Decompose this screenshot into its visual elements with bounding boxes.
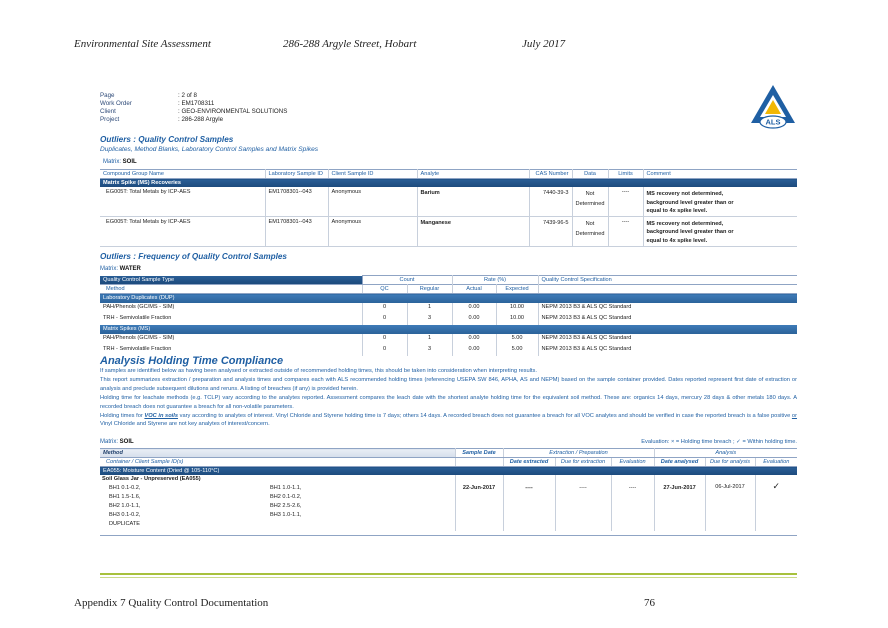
col-header: Due for analysis [705,458,755,467]
col-header: Limits [608,170,643,179]
para-text: vary according to analytes of interest. Vinyl Chloride and Styrene holding time is 7 days; others 14 days. A recorded breach does not guarantee a breach for all VOC analytes and should be verified in case the reported breach is a false positive [178,412,792,419]
sample-id: BH2 1.0-1.1, [109,503,141,509]
meta-value: : 2 of 8 [178,92,197,99]
doc-title: Environmental Site Assessment [74,38,211,50]
cell-qc: 0 [362,314,407,325]
cell-spec: NEPM 2013 B3 & ALS QC Standard [541,315,632,321]
or-emphasis: or [791,412,797,419]
cell-date-extracted: ---- [503,475,555,531]
page-number: 76 [644,597,655,609]
comment-line: background level greater than or [646,199,734,206]
holding-title: Analysis Holding Time Compliance [100,355,284,367]
meta-row [100,116,360,124]
sample-id-col [270,484,301,529]
table-row [100,187,797,216]
cell-group: EG005T: Total Metals by ICP-AES [100,216,265,246]
cell-actual: 0.00 [452,303,496,314]
meta-label: Project [100,116,120,123]
para-text: Vinyl Chloride and Styrene are not key analytes of interest/concern. [100,421,270,428]
cell-cas: 7439-96-5 [529,216,572,246]
cell-actual: 0.00 [452,334,496,345]
footer-rule-bottom [100,577,797,578]
col-header: Laboratory Sample ID [265,170,328,179]
cell-spec: NEPM 2013 B3 & ALS QC Standard [541,346,632,352]
cell-regular: 1 [407,303,452,314]
table-subheader-row [100,458,797,467]
table-header-row [100,276,797,285]
col-header [455,458,503,467]
sample-id: BH2 0.1-0.2, [270,494,302,500]
table-header-row [100,449,797,458]
sample-id-col [102,484,270,529]
voc-emphasis: VOC in soils [144,412,179,419]
para-text: Holding times for [100,412,145,419]
cell-regular: 3 [407,345,452,356]
col-header: Comment [643,170,797,179]
cell-spec: NEPM 2013 B3 & ALS QC Standard [541,304,632,310]
freq-outliers-title: Outliers : Frequency of Quality Control Samples [100,252,287,261]
col-header: Method [100,285,362,294]
cell-qc: 0 [362,303,407,314]
holding-paragraphs [100,367,797,429]
col-header: Regular [407,285,452,294]
qc-outliers-subtitle: Duplicates, Method Blanks, Laboratory Control Samples and Matrix Spikes [100,146,319,153]
qc-outliers-title: Outliers : Quality Control Samples [100,135,234,144]
holding-paragraph [100,412,797,430]
holding-paragraph: If samples are identified below as having been analysed or extracted outside of recommended holding times, this should be taken into consideration when interpreting results. [100,368,537,374]
data-line: Not [585,220,595,227]
als-logo [748,83,798,129]
cell-due-analysis: 06-Jul-2017 [705,475,755,531]
cell-data [572,187,608,216]
cell-client-id: Anonymous [328,187,417,216]
cell-expected: 5.00 [496,334,538,345]
site-address: 286-288 Argyle Street, Hobart [283,38,417,50]
sample-id: BH1 0.1-0.2, [109,485,141,491]
col-header: Due for extraction [555,458,611,467]
cell-comment [643,216,797,246]
cell-regular: 1 [407,334,452,345]
sample-id: DUPLICATE [109,521,140,527]
cell-lab-id: EM1708301--043 [265,216,328,246]
cell-data [572,216,608,246]
col-header: Analyte [417,170,529,179]
cell-qc: 0 [362,345,407,356]
matrix-value: WATER [119,266,141,272]
cell-expected: 10.00 [496,303,538,314]
matrix-value: SOIL [119,439,134,445]
meta-label: Client [100,108,116,115]
footer-rule-top [100,573,797,575]
cell-evaluation: ---- [611,475,654,531]
table-band-row [100,179,797,188]
cell-client-id: Anonymous [328,216,417,246]
cell-sample-date: 22-Jun-2017 [455,475,503,531]
col-header: QC [362,285,407,294]
holding-paragraph: This report summarizes extraction / preparation and analysis times and compares each with ALS recommended holding times (referencing USEPA SW 846, APHA, AS and NEPM) based on the sample container provided. Dates reported represent first date of extraction or analysis and preclude subsequent dilutions and reruns. A listing of breaches (if any) is provided herein. [100,376,797,392]
col-header: Data [572,170,608,179]
matrix-label: Matrix: [103,159,121,165]
cell-method: PAH/Phenols (GC/MS - SIM) [100,303,362,314]
meta-value: : EM1708311 [178,100,215,107]
cell-method: TRH - Semivolatile Fraction [100,314,362,325]
band-label: EA055: Moisture Content (Dried @ 105-110°C) [100,467,797,476]
col-header: Date analysed [654,458,705,467]
meta-row [100,108,360,116]
table-subheader-row [100,285,797,294]
evaluation-legend: Evaluation: × = Holding time breach ; ✓ = Within holding time. [641,439,797,445]
table-row [100,314,797,325]
table-band-row [100,467,797,476]
cell-actual: 0.00 [452,345,496,356]
col-header [538,285,797,294]
sample-id: BH3 1.0-1.1, [270,512,302,518]
cell-regular: 3 [407,314,452,325]
meta-row [100,100,360,108]
data-line: Determined [575,230,605,237]
table-row [100,334,797,345]
cell-actual: 0.00 [452,314,496,325]
data-line: Determined [575,201,605,207]
band-label: Matrix Spike (MS) Recoveries [100,179,797,188]
holding-table [100,448,797,531]
col-header: Method [100,449,455,458]
holding-paragraph: Holding time for leachate methods (e.g. TCLP) vary according to the analytes reported. Assessment compares the leach date with the shortest analyte holding time for the equivalent soil method. These are: organics 14 days, mercury 28 days & other metals 180 days. A recorded breach does not guarantee a breach for all non-volatile parameters. [100,394,797,410]
sample-id: BH1 1.5-1.6, [109,494,141,500]
matrix-value: SOIL [122,159,137,165]
holding-matrix-line [100,439,134,445]
table-band-row [100,325,797,334]
sample-id-columns [102,484,452,529]
col-header: CAS Number [529,170,572,179]
meta-value: : 286-288 Argyle [178,116,224,123]
cell-group: EG005T: Total Metals by ICP-AES [100,187,265,216]
col-header: Quality Control Sample Type [100,276,362,285]
cell-expected: 10.00 [496,314,538,325]
matrix-label: Matrix: [100,439,118,445]
meta-label: Page [100,92,115,99]
col-header-rate: Rate (%) [452,276,538,285]
logo-text: ALS [765,117,781,127]
col-header: Client Sample ID [328,170,417,179]
comment-line: equal to 4x spike level. [646,208,708,215]
footer-label: Appendix 7 Quality Control Documentation [74,597,269,609]
col-header: Sample Date [455,449,503,458]
sample-id: BH1 1.0-1.1, [270,485,302,491]
band-label: Matrix Spikes (MS) [100,325,797,334]
cell-date-analysed: 27-Jun-2017 [654,475,705,531]
table-bottom-rule [100,535,797,536]
cell-spec: NEPM 2013 B3 & ALS QC Standard [541,335,632,341]
container-name: Soil Glass Jar - Unpreserved (EA055) [102,476,201,482]
table-row [100,216,797,246]
cell-evaluation-check: ✓ [772,481,781,491]
report-date: July 2017 [522,38,566,50]
qc-matrix-line [103,159,137,165]
cell-due-extraction: ---- [555,475,611,531]
cell-expected: 5.00 [496,345,538,356]
col-header: Expected [496,285,538,294]
comment-line: MS recovery not determined, [646,220,724,227]
col-header: Extraction / Preparation [503,449,654,458]
cell-analyte: Barium [417,187,529,216]
col-header: Date extracted [503,458,555,467]
col-header-spec: Quality Control Specification [538,276,797,285]
cell-cas: 7440-39-3 [529,187,572,216]
cell-analyte: Manganese [417,216,529,246]
col-header: Container / Client Sample ID(s) [100,458,455,467]
col-header: Evaluation [755,458,797,467]
table-band-row [100,294,797,304]
qc-outliers-table [100,169,797,247]
meta-value: : GEO-ENVIRONMENTAL SOLUTIONS [178,108,288,115]
comment-line: background level greater than or [646,229,734,236]
cell-limits: ---- [608,216,643,246]
col-header: Actual [452,285,496,294]
cell-container [100,475,455,531]
freq-outliers-table [100,275,797,356]
cell-method: TRH - Semivolatile Fraction [100,345,362,356]
meta-row [100,92,360,100]
comment-line: equal to 4x spike level. [646,237,708,244]
comment-line: MS recovery not determined, [646,191,724,197]
col-header: Compound Group Name [100,170,265,179]
cell-lab-id: EM1708301--043 [265,187,328,216]
cell-method: PAH/Phenols (GC/MS - SIM) [100,334,362,345]
sample-id: BH3 0.1-0.2, [109,512,141,518]
cell-limits: ---- [608,187,643,216]
cell-comment [643,187,797,216]
col-header: Analysis [654,449,797,458]
report-meta [100,92,360,124]
table-header-row [100,170,797,179]
col-header-count: Count [362,276,452,285]
meta-label: Work Order [100,100,132,107]
table-row [100,475,797,531]
matrix-label: Matrix: [100,266,118,272]
data-line: Not [585,191,595,197]
sample-id: BH2 2.5-2.6, [270,503,302,509]
table-row [100,303,797,314]
freq-matrix-line [100,266,141,272]
band-label: Laboratory Duplicates (DUP) [100,294,797,304]
col-header: Evaluation [611,458,654,467]
cell-qc: 0 [362,334,407,345]
